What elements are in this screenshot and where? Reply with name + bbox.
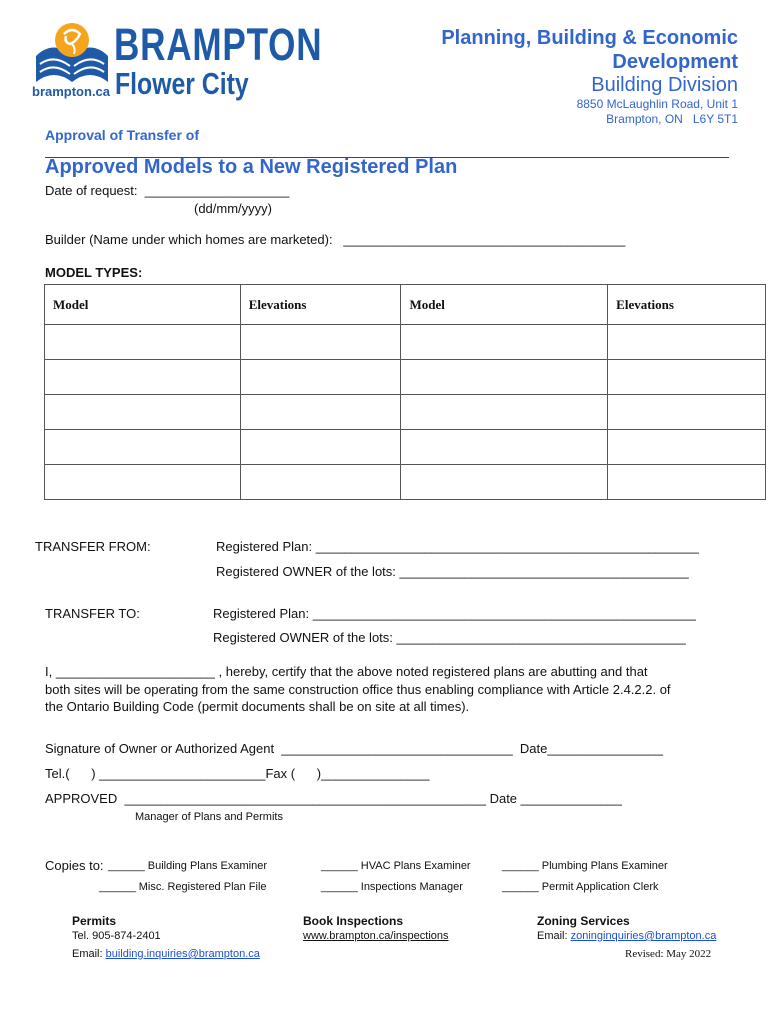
footer-zoning-title: Zoning Services <box>537 914 630 928</box>
table-cell[interactable] <box>401 325 608 360</box>
footer-permits-title: Permits <box>72 914 117 928</box>
builder-name-field[interactable]: Builder (Name under which homes are marketed): _______________________________________ <box>45 232 626 247</box>
table-cell[interactable] <box>45 360 241 395</box>
brampton-logo <box>32 19 323 110</box>
address-line2: Brampton, ON L6Y 5T1 <box>606 112 738 126</box>
col-header-model-1: Model <box>45 285 241 325</box>
table-cell[interactable] <box>608 430 766 465</box>
model-types-table <box>44 284 766 500</box>
footer-permits-email-label: Email: <box>72 948 106 960</box>
date-format-hint: (dd/mm/yyyy) <box>194 201 272 216</box>
table-cell[interactable] <box>240 360 401 395</box>
date-of-request-field[interactable]: Date of request: ____________________ <box>45 183 290 198</box>
approval-of-label: Approval of Transfer of <box>45 127 200 143</box>
table-cell[interactable] <box>45 395 241 430</box>
table-cell[interactable] <box>45 465 241 500</box>
footer-permits-email-line <box>72 948 260 960</box>
table-cell[interactable] <box>401 465 608 500</box>
book-inspections-link[interactable]: www.brampton.ca/inspections <box>303 930 449 942</box>
certify-line-1[interactable]: I, ______________________ , hereby, certify that the above noted registered plans are abutting and that <box>45 664 648 679</box>
table-cell[interactable] <box>608 360 766 395</box>
copy-inspections-manager[interactable]: ______ Inspections Manager <box>321 881 463 893</box>
logo-tagline: Flower City <box>115 66 249 101</box>
table-cell[interactable] <box>608 465 766 500</box>
signature-field[interactable]: Signature of Owner or Authorized Agent ________________________________ Date________________ <box>45 741 664 756</box>
table-row <box>45 465 766 500</box>
logo-url: brampton.ca <box>32 84 111 99</box>
table-cell[interactable] <box>401 360 608 395</box>
transfer-to-owner-field[interactable]: Registered OWNER of the lots: ________________________________________ <box>213 630 686 645</box>
col-header-model-2: Model <box>401 285 608 325</box>
footer-book-inspections-title: Book Inspections <box>303 914 404 928</box>
dept-title-line2: Development <box>612 51 738 73</box>
table-cell[interactable] <box>608 325 766 360</box>
transfer-to-label: TRANSFER TO: <box>45 606 140 621</box>
footer-permits-tel: Tel. 905-874-2401 <box>72 930 161 942</box>
copies-to-label: Copies to: <box>45 858 104 873</box>
copy-building-plans-examiner[interactable]: ______ Building Plans Examiner <box>108 860 267 872</box>
copy-misc-registered-plan-file[interactable]: ______ Misc. Registered Plan File <box>99 881 267 893</box>
copy-hvac-plans-examiner[interactable]: ______ HVAC Plans Examiner <box>321 860 471 872</box>
zoning-email-link[interactable]: zoninginquiries@brampton.ca <box>570 930 717 942</box>
permits-email-link[interactable]: building.inquiries@brampton.ca <box>105 948 260 960</box>
footer-zoning-email-line <box>537 930 716 942</box>
table-cell[interactable] <box>240 325 401 360</box>
table-row <box>45 325 766 360</box>
revised-date: Revised: May 2022 <box>625 948 712 960</box>
transfer-to-plan-field[interactable]: Registered Plan: _____________________________________________________ <box>213 606 696 621</box>
col-header-elevations-1: Elevations <box>240 285 401 325</box>
approved-field[interactable]: APPROVED __________________________________________________ Date ______________ <box>45 791 622 806</box>
division-name: Building Division <box>591 74 738 96</box>
address-line1: 8850 McLaughlin Road, Unit 1 <box>576 97 738 111</box>
logo-brand: BRAMPTON <box>114 19 323 70</box>
table-cell[interactable] <box>401 395 608 430</box>
table-row <box>45 430 766 465</box>
transfer-from-label: TRANSFER FROM: <box>35 539 151 554</box>
table-cell[interactable] <box>401 430 608 465</box>
transfer-from-owner-field[interactable]: Registered OWNER of the lots: ________________________________________ <box>216 564 689 579</box>
dept-title-line1: Planning, Building & Economic <box>441 27 738 49</box>
table-cell[interactable] <box>240 465 401 500</box>
copy-plumbing-plans-examiner[interactable]: ______ Plumbing Plans Examiner <box>502 860 668 872</box>
model-types-heading: MODEL TYPES: <box>45 265 143 280</box>
table-row <box>45 395 766 430</box>
col-header-elevations-2: Elevations <box>608 285 766 325</box>
table-header-row <box>45 285 766 325</box>
table-cell[interactable] <box>45 325 241 360</box>
flower-city-emblem-icon <box>32 20 112 86</box>
page-title: Approved Models to a New Registered Plan <box>45 156 458 178</box>
table-row <box>45 360 766 395</box>
table-cell[interactable] <box>608 395 766 430</box>
table-cell[interactable] <box>45 430 241 465</box>
transfer-from-plan-field[interactable]: Registered Plan: _____________________________________________________ <box>216 539 699 554</box>
manager-label: Manager of Plans and Permits <box>135 811 283 823</box>
certify-line-3: the Ontario Building Code (permit documents shall be on site at all times). <box>45 699 470 714</box>
copy-permit-application-clerk[interactable]: ______ Permit Application Clerk <box>502 881 659 893</box>
certify-line-2: both sites will be operating from the same construction office thus enabling compliance with Article 2.4.2.2. of <box>45 682 671 697</box>
footer-zoning-email-label: Email: <box>537 930 571 942</box>
table-cell[interactable] <box>240 395 401 430</box>
tel-fax-field[interactable]: Tel.( ) _______________________Fax ( )_______________ <box>45 766 430 781</box>
table-cell[interactable] <box>240 430 401 465</box>
